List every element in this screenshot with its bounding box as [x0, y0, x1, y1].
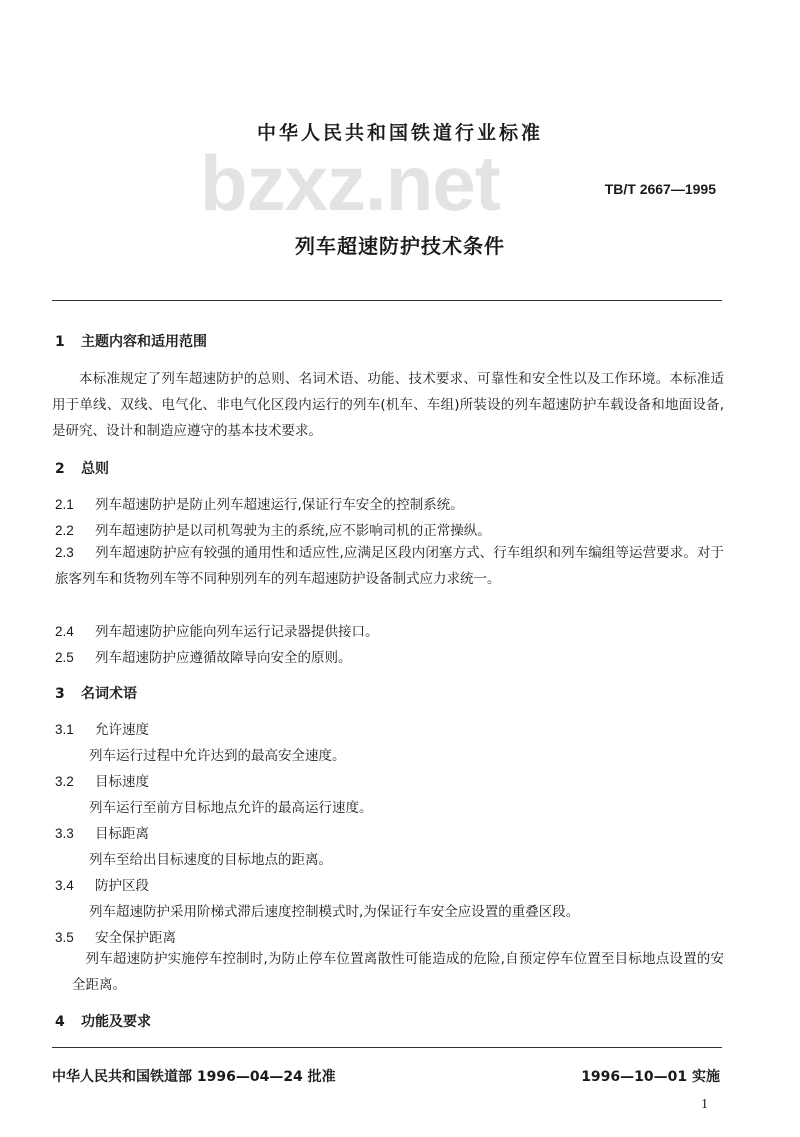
term-3-3 [55, 822, 149, 842]
term-3-2 [55, 770, 149, 790]
effective-date: 1996—10—01 实施 [581, 1069, 720, 1085]
term-name: 目标距离 [95, 826, 149, 842]
section-1-paragraph: 本标准规定了列车超速防护的总则、名词术语、功能、技术要求、可靠性和安全性以及工作环境。本标准适用于单线、双线、电气化、非电气化区段内运行的列车(机车、车组)所装设的列车超速防护车载设备和地面设备,是研究、设计和制造应遵守的基本技术要求。 [52, 371, 724, 439]
clause-text: 列车超速防护是以司机驾驶为主的系统,应不影响司机的正常操纵。 [95, 523, 491, 539]
section-title: 功能及要求 [81, 1014, 151, 1030]
term-3-1-definition: 列车运行过程中允许达到的最高安全速度。 [89, 748, 346, 764]
clause-text: 列车超速防护应遵循故障导向安全的原则。 [95, 650, 352, 666]
section-3-heading [55, 683, 137, 703]
term-3-4-definition: 列车超速防护采用阶梯式滞后速度控制模式时,为保证行车安全应设置的重叠区段。 [89, 904, 580, 920]
term-name: 防护区段 [95, 878, 149, 894]
clause-2-4 [55, 620, 379, 640]
clause-text: 列车超速防护应能向列车运行记录器提供接口。 [95, 624, 379, 640]
footer-divider [52, 1047, 722, 1048]
standard-code: TB/T 2667—1995 [604, 181, 716, 197]
section-title: 总则 [81, 461, 109, 477]
clause-2-1 [55, 493, 464, 513]
section-number: 2 [55, 461, 65, 477]
clause-text: 列车超速防护应有较强的通用性和适应性,应满足区段内闭塞方式、行车组织和列车编组等运营要求。对于旅客列车和货物列车等不同种别列车的列车超速防护设备制式应力求统一。 [55, 545, 724, 587]
section-number: 1 [55, 334, 65, 350]
section-title: 主题内容和适用范围 [81, 334, 207, 350]
clause-2-3 [55, 540, 724, 592]
term-3-4 [55, 874, 149, 894]
term-3-3-definition: 列车至给出目标速度的目标地点的距离。 [89, 852, 332, 868]
section-2-heading [55, 458, 109, 478]
term-3-5 [55, 926, 176, 946]
clause-number: 3.2 [55, 774, 74, 789]
section-number: 4 [55, 1014, 65, 1030]
section-1-heading [55, 331, 207, 351]
approval-line: 中华人民共和国铁道部 1996—04—24 批准 [52, 1069, 336, 1085]
clause-2-5 [55, 646, 352, 666]
term-name: 安全保护距离 [95, 930, 176, 946]
clause-2-2 [55, 519, 491, 539]
page-number: 1 [701, 1097, 708, 1112]
clause-number: 2.3 [55, 545, 74, 560]
section-title: 名词术语 [81, 686, 137, 702]
term-3-2-definition: 列车运行至前方目标地点允许的最高运行速度。 [89, 800, 373, 816]
term-3-1 [55, 718, 149, 738]
clause-number: 3.4 [55, 878, 74, 893]
clause-number: 2.4 [55, 624, 74, 639]
clause-number: 2.1 [55, 497, 74, 512]
section-number: 3 [55, 686, 65, 702]
clause-number: 2.2 [55, 523, 74, 538]
watermark: bzxz.net [200, 139, 500, 227]
clause-number: 3.1 [55, 722, 74, 737]
term-3-5-definition: 列车超速防护实施停车控制时,为防止停车位置离散性可能造成的危险,自预定停车位置至目标地点设置的安全距离。 [72, 951, 724, 993]
document-title: 列车超速防护技术条件 [295, 234, 505, 258]
standard-category-title: 中华人民共和国铁道行业标准 [256, 122, 543, 144]
section-4-heading [55, 1011, 151, 1031]
clause-number: 2.5 [55, 650, 74, 665]
clause-text: 列车超速防护是防止列车超速运行,保证行车安全的控制系统。 [95, 497, 464, 513]
clause-number: 3.5 [55, 930, 74, 945]
term-name: 允许速度 [95, 722, 149, 738]
clause-number: 3.3 [55, 826, 74, 841]
header-divider [52, 300, 722, 301]
term-name: 目标速度 [95, 774, 149, 790]
